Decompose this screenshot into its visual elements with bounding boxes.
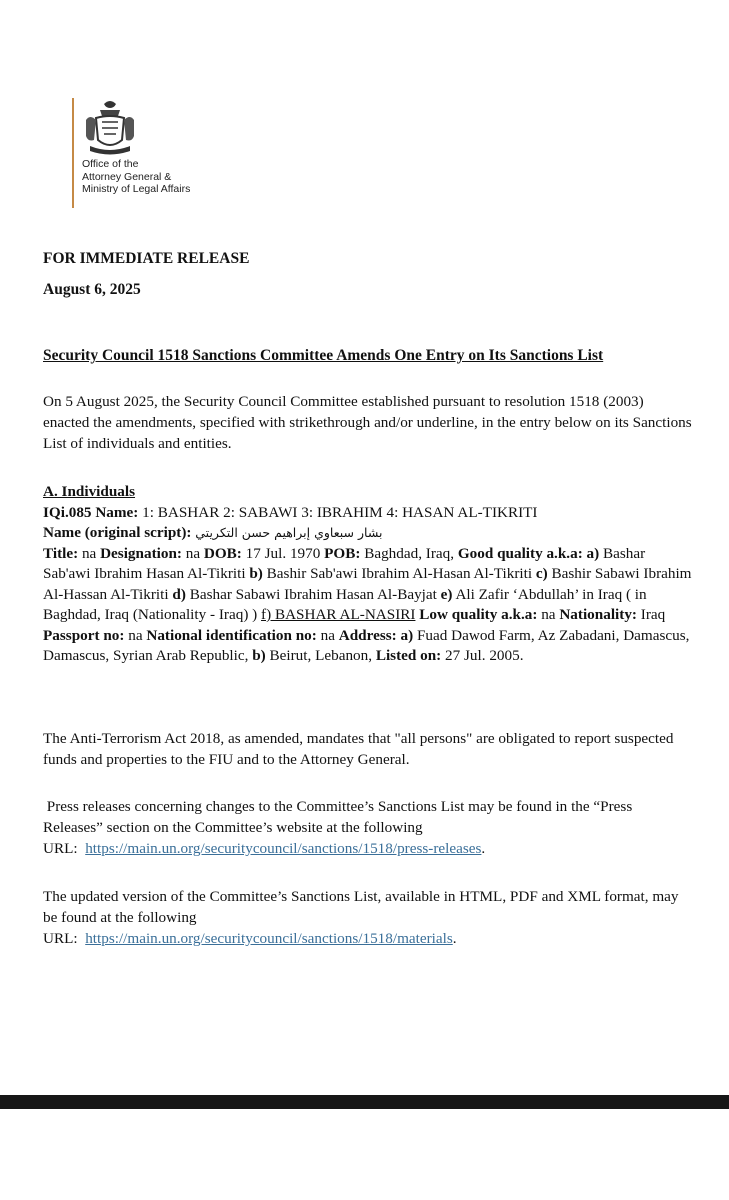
listed-label: Listed on: [375, 647, 442, 664]
press-url-label: URL: [43, 840, 78, 857]
updated-text: The updated version of the Committee’s Sanctions List, available in HTML, PDF and XML format, may be found at the following [43, 888, 679, 926]
aka-c-label: c) [535, 565, 548, 582]
pob-label: POB: [324, 544, 361, 562]
updated-url-label: URL: [43, 930, 78, 947]
headline: Security Council 1518 Sanctions Committee Amends One Entry on Its Sanctions List [43, 347, 604, 364]
original-script-value: بشار سبعاوي إبراهيم حسن التكريتي [195, 525, 383, 540]
press-releases-link[interactable]: https://main.un.org/securitycouncil/sanctions/1518/press-releases [85, 840, 482, 857]
aka-b-label: b) [249, 565, 263, 582]
good-aka-label: Good quality a.k.a: [457, 544, 583, 562]
office-line: Office of the [82, 158, 139, 170]
individuals-section [43, 482, 693, 667]
aka-d: Bashar Sabawi Ibrahim Hasan Al-Bayjat [189, 585, 437, 603]
designation-label: Designation: [100, 544, 182, 562]
designation-value: na [185, 544, 201, 562]
entry-name: 1: BASHAR 2: SABAWI 3: IBRAHIM 4: HASAN AL-TIKRITI [142, 503, 538, 521]
listed-value: 27 Jul. 2005. [445, 647, 524, 664]
aka-b: Bashir Sab'awi Ibrahim Al-Hasan Al-Tikriti [266, 565, 533, 582]
pob-value: Baghdad, Iraq, [364, 544, 455, 562]
aka-d-label: d) [172, 585, 186, 603]
release-label: FOR IMMEDIATE RELEASE [43, 250, 250, 267]
address-a-label: a) [400, 626, 414, 644]
office-name [82, 158, 262, 196]
aka-c: Bashir Sabawi Ibrahim Al-Hassan Al-Tikriti [43, 565, 692, 603]
office-line: Attorney General & [82, 170, 172, 183]
entry-details [43, 544, 693, 667]
address-a: Fuad Dawod Farm, Az Zabadani, Damascus, Damascus, Syrian Arab Republic, [43, 626, 690, 664]
national-id-label: National identification no: [146, 626, 317, 644]
low-aka-value: na [541, 606, 556, 623]
nationality-label: Nationality: [559, 606, 637, 623]
original-script-line [43, 523, 693, 544]
materials-link[interactable]: https://main.un.org/securitycouncil/sanctions/1518/materials [85, 930, 453, 947]
passport-value: na [128, 626, 143, 644]
dob-label: DOB: [203, 544, 242, 562]
title-label: Title: [43, 544, 79, 562]
aka-a-label: a) [586, 544, 600, 562]
accent-divider [72, 98, 74, 208]
low-aka-label: Low quality a.k.a: [419, 606, 538, 623]
updated-list-paragraph: The updated version of the Committee’s Sanctions List, available in HTML, PDF and XML format, may be found at the following URL: https://main.un.org/securitycouncil/sanctions/1518/materials. [43, 888, 679, 947]
aka-e: Ali Zafir ‘Abdullah’ in Iraq ( in Baghdad, Iraq (Nationality - Iraq) ) [43, 585, 647, 623]
press-releases-paragraph: Press releases concerning changes to the Committee’s Sanctions List may be found in the “Press Releases” section on the Committee’s website at the following URL: https://main.un.org/securitycouncil/sanctions/1518/press-releases. [43, 798, 637, 857]
national-id-value: na [320, 626, 335, 644]
section-heading: A. Individuals [43, 483, 136, 500]
aka-e-label: e) [440, 585, 453, 603]
original-script-label: Name (original script): [43, 524, 192, 541]
address-b-label: b) [252, 647, 266, 664]
dob-value: 17 Jul. 1970 [245, 544, 321, 562]
coat-of-arms-icon [82, 98, 138, 158]
press-text: Press releases concerning changes to the Committee’s Sanctions List may be found in the “Press Releases” section on the Committee’s website at the following [43, 798, 637, 836]
intro-paragraph: On 5 August 2025, the Security Council Committee established pursuant to resolution 1518 (2003) enacted the amendments, specified with strikethrough and/or underline, in the entry below on its Sanctions List of individuals and entities. [43, 393, 692, 452]
address-b: Beirut, Lebanon, [269, 647, 373, 664]
passport-label: Passport no: [43, 626, 125, 644]
title-value: na [81, 544, 97, 562]
address-label: Address: [338, 626, 397, 644]
entry-name-line [43, 503, 693, 524]
aka-f-underlined: f) BASHAR AL-NASIRI [261, 606, 416, 623]
aka-a: Bashar Sab'awi Ibrahim Hasan Al-Tikriti [43, 544, 646, 582]
anti-terrorism-paragraph: The Anti-Terrorism Act 2018, as amended, mandates that "all persons" are obligated to report suspected funds and properties to the FIU and to the Attorney General. [43, 730, 674, 768]
nationality-value: Iraq [640, 606, 666, 623]
entry-ref-label: IQi.085 Name: [43, 503, 139, 521]
office-line: Ministry of Legal Affairs [82, 183, 191, 195]
bottom-bar [0, 1095, 729, 1109]
release-date: August 6, 2025 [43, 281, 141, 298]
